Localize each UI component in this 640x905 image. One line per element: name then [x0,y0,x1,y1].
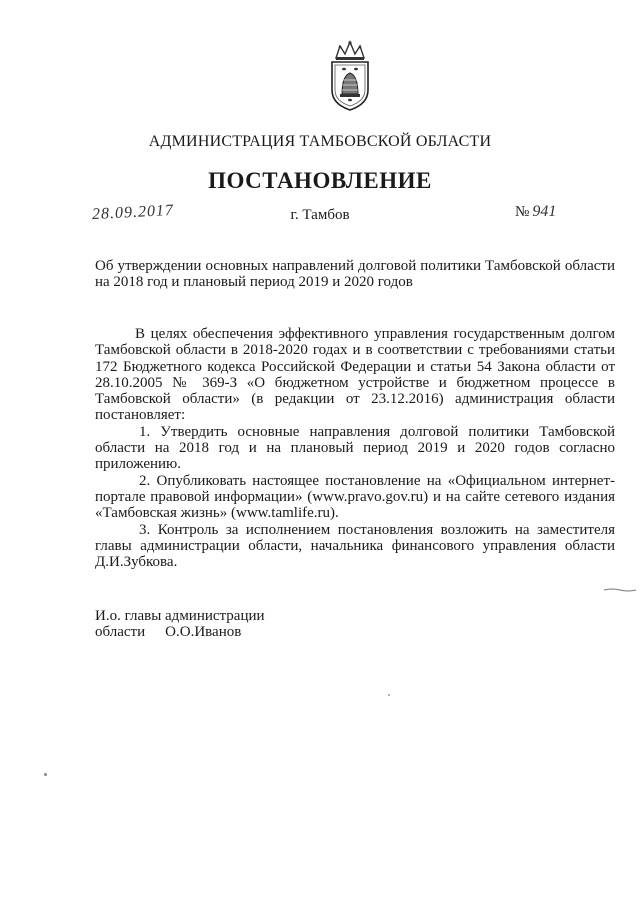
coat-of-arms-emblem [326,40,374,112]
list-item: 2. Опубликовать настоящее постановление на «Официальном интернет-портале правовой информации» (www.pravo.gov.ru) и на сайте сетевого издания «Тамбовская жизнь» (www.tamlife.ru). [95,472,615,522]
handwritten-date: 28.09.2017 [91,201,175,224]
handwritten-number: 941 [532,203,557,220]
document-body [95,326,615,570]
organization-heading: АДМИНИСТРАЦИЯ ТАМБОВСКОЙ ОБЛАСТИ [148,133,492,150]
document-title: Об утверждении основных направлений долговой политики Тамбовской области на 2018 год и плановый период 2019 и 2020 годов [95,258,615,290]
scan-speck [44,773,47,776]
list-item: 1. Утвердить основные направления долговой политики Тамбовской области на 2018 год и на плановый период 2019 и 2020 годов согласно приложению. [95,423,615,473]
signatory-region: области [95,624,146,640]
scan-edge-mark [604,588,636,592]
document-number [515,203,556,221]
list-item: 3. Контроль за исполнением постановления возложить на заместителя главы администрации области, начальника финансового управления области Д.И.Зубкова. [95,521,615,571]
number-prefix: № [515,204,530,220]
scan-speck [388,694,390,696]
signature-block [95,608,265,640]
city-label: г. Тамбов [290,207,350,223]
signatory-title: И.о. главы администрации [95,608,265,624]
preamble-paragraph: В целях обеспечения эффективного управления государственным долгом Тамбовской области в 2018-2020 годах и в соответствии с требованиями статьи 172 Бюджетного кодекса Российской Федерации и статьи 54 Закона области от 28.10.2005 № 369-З «О бюджетном устройстве и бюджетном процессе в Тамбовской области» (в редакции от 23.12.2016) администрация области постановляет: [95,326,615,424]
document-type-heading: ПОСТАНОВЛЕНИЕ [208,168,432,193]
signatory-name: О.О.Иванов [165,624,242,640]
